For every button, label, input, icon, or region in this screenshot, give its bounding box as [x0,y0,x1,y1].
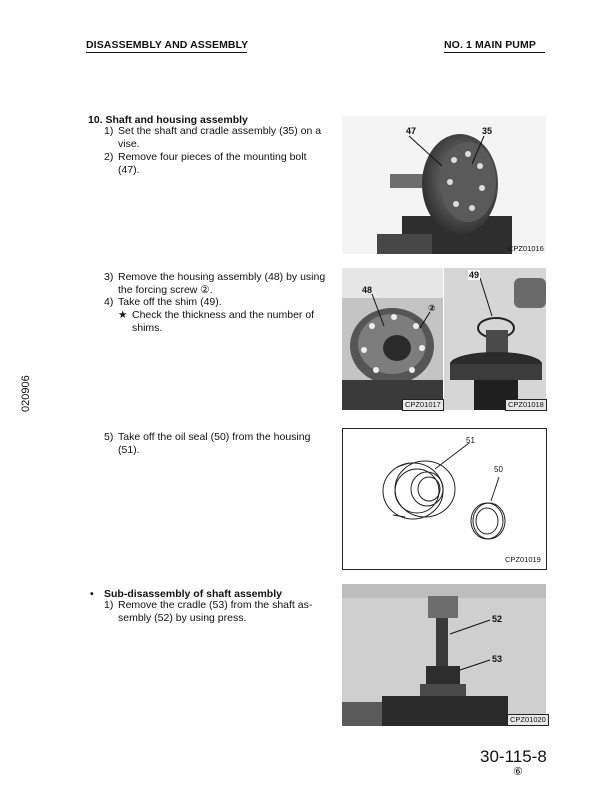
figure-code-cpz01017: CPZ01017 [402,399,444,411]
page-number: 30-115-8 [480,747,547,766]
photo-housing-removal-drawing [342,268,443,410]
header-rule-left [86,52,247,53]
drawing-oil-seal [342,428,547,570]
note-text-cont: shims. [132,322,163,334]
note-text: Check the thickness and the number of [132,309,315,321]
figure-code-cpz01020: CPZ01020 [507,714,549,726]
step-number: 3) [104,271,114,283]
subsection-title-text: Sub-disassembly of shaft assembly [104,588,282,600]
figure-code-cpz01019: CPZ01019 [505,555,541,564]
step-3 [104,271,339,297]
step-1 [104,125,334,151]
drawing-oil-seal-illustration [343,429,546,569]
callout-53: 53 [492,654,503,664]
step-text: Remove the cradle (53) from the shaft as- [118,599,313,611]
step-number: 1) [104,125,114,137]
step-number: 5) [104,431,114,443]
step-text: Take off the shim (49). [118,296,222,308]
step-text: Remove four pieces of the mounting bolt [118,151,307,163]
step-text-cont: (47). [118,164,140,176]
step-5 [104,431,339,457]
step-text: Remove the housing assembly (48) by using [118,271,326,283]
step-text: Take off the oil seal (50) from the housing [118,431,311,443]
callout-47: 47 [406,126,417,136]
step-text-cont: vise. [118,138,140,150]
callout-51: 51 [466,436,475,445]
photo-housing-removal [342,268,443,410]
callout-forcing-screw: ② [428,303,436,313]
step-number: 1) [104,599,114,611]
callout-50: 50 [494,465,503,474]
step-text-cont: sembly (52) by using press. [118,612,247,624]
callout-49: 49 [469,270,480,280]
photo-shim-removal-drawing [444,268,546,410]
header-rule-right [444,52,545,53]
photo-shim-removal [444,268,546,410]
step-number: 2) [104,151,114,163]
note-check [118,309,340,335]
figure-code-cpz01018: CPZ01018 [505,399,547,411]
callout-48: 48 [362,285,373,295]
section-10-title: 10. Shaft and housing assembly [88,114,248,126]
photo-press [342,584,546,726]
step-text: Set the shaft and cradle assembly (35) on a [118,125,322,137]
photo-shaft-housing-drawing [342,116,546,254]
callout-35: 35 [482,126,493,136]
sub-step-1 [104,599,339,625]
header-section-title: DISASSEMBLY AND ASSEMBLY [86,39,249,51]
step-number: 4) [104,296,114,308]
header-component-title: NO. 1 MAIN PUMP [444,39,536,51]
step-text-cont: the forcing screw ②. [118,284,213,296]
photo-press-drawing [342,584,546,726]
figure-code-cpz01016: CPZ01016 [508,244,544,253]
step-4 [104,296,339,309]
step-2 [104,151,334,177]
bullet-icon: • [90,588,94,600]
callout-52: 52 [492,614,503,624]
star-icon: ★ [118,309,128,321]
photo-shaft-housing [342,116,546,254]
side-document-code: 020906 [20,375,32,412]
revision-mark: ⑥ [513,766,523,778]
step-text-cont: (51). [118,444,140,456]
